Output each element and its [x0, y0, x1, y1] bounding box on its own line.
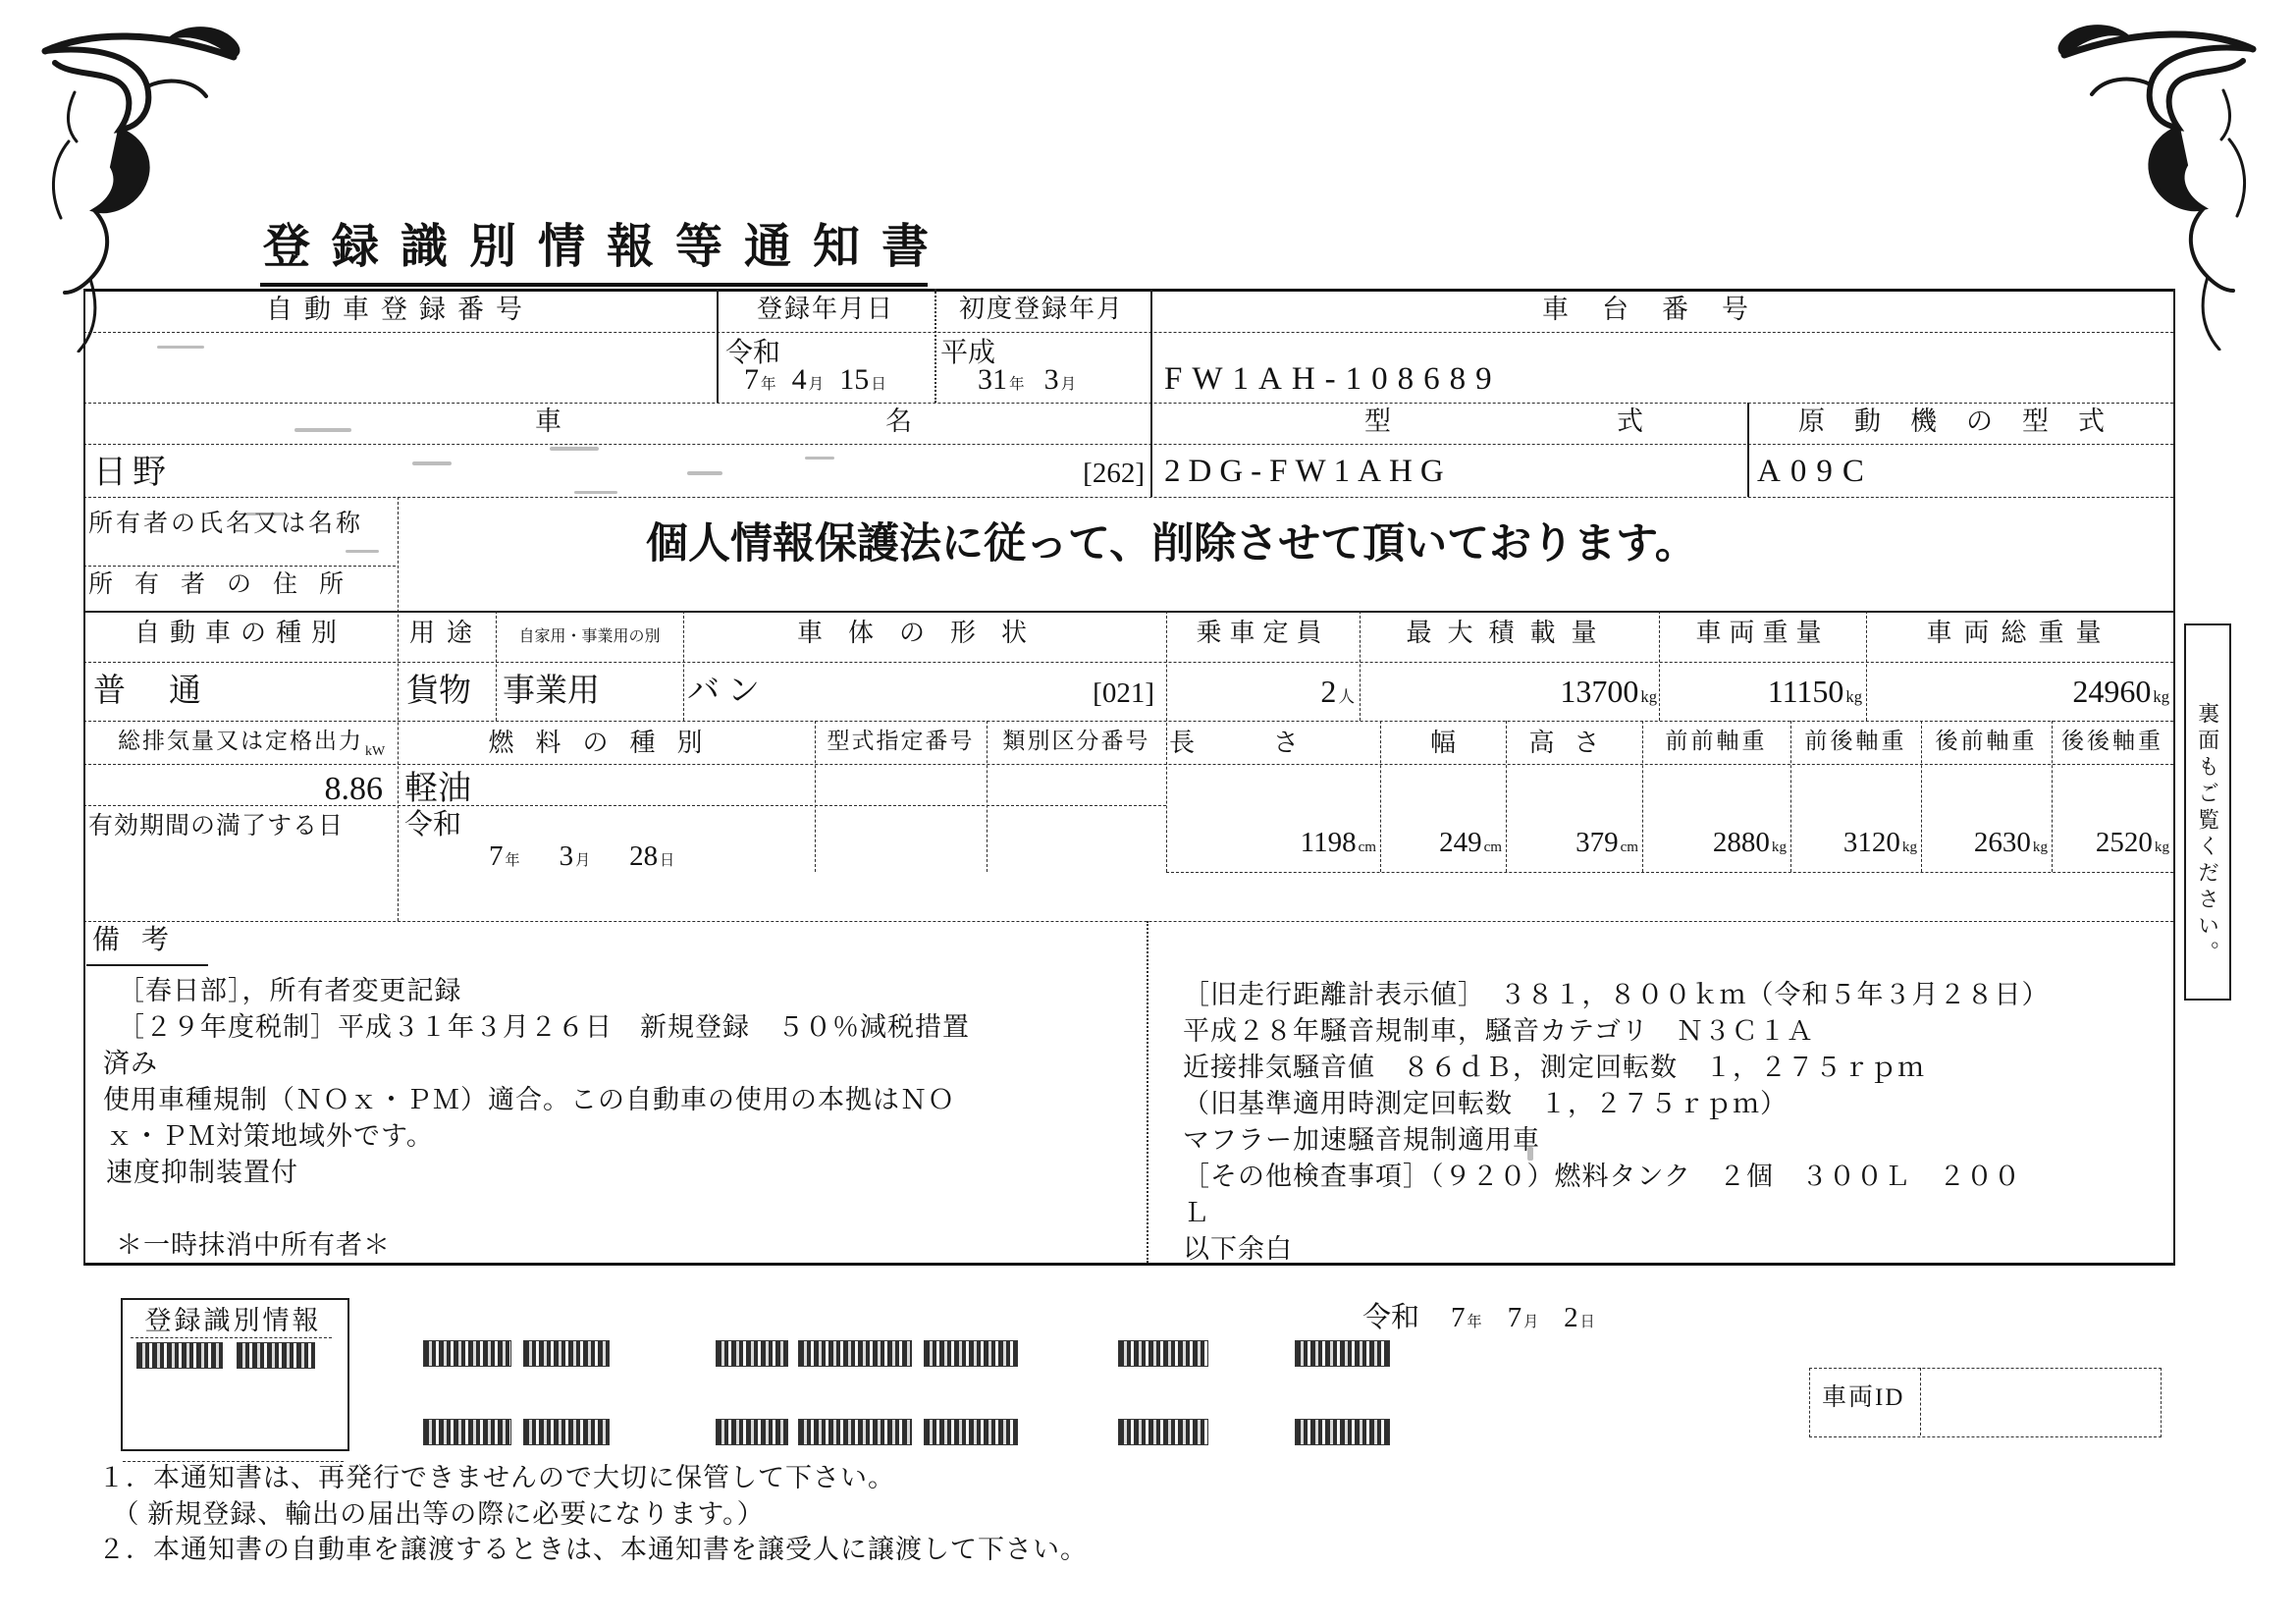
- table-line: [83, 921, 2173, 922]
- remarks-label: 備考: [92, 925, 191, 955]
- value-text: 1198: [1300, 827, 1357, 858]
- chassis-number-label: 車台番号: [1542, 295, 1782, 324]
- body-shape-label: 車体の形状: [796, 619, 1052, 647]
- value-text: 379: [1575, 827, 1619, 858]
- length-label: 長さ: [1168, 729, 1377, 757]
- vehicle-type-value: 普通: [93, 674, 244, 709]
- expiry-label: 有効期間の満了する日: [88, 813, 345, 839]
- scan-noise: [294, 428, 351, 432]
- value-text: 31: [978, 363, 1007, 396]
- unit-label: 月: [1060, 376, 1077, 393]
- car-name-code: [262]: [1083, 458, 1145, 489]
- vehicle-id-label: 車両ID: [1822, 1384, 1905, 1411]
- unit-label: 年: [1009, 376, 1025, 393]
- value-text: 7: [744, 363, 759, 396]
- axle-rear-rear-label: 後後軸重: [2061, 729, 2163, 753]
- redacted-code: [1296, 1420, 1389, 1444]
- expiry-era: 令和: [404, 809, 462, 840]
- scan-noise: [1527, 1147, 1533, 1161]
- registration-date-value: [744, 363, 886, 398]
- remarks-left-line: 速度抑制装置付: [106, 1158, 298, 1187]
- redacted-code: [925, 1341, 1017, 1366]
- value-text: 2: [1564, 1302, 1578, 1333]
- scan-noise: [157, 346, 204, 349]
- value-text: 15: [839, 363, 870, 396]
- issue-date-value: [1451, 1302, 1595, 1334]
- displacement-value: 8.86: [324, 771, 383, 807]
- registration-number-label: 自動車登録番号: [266, 295, 534, 324]
- maker-value: 日野: [93, 455, 172, 491]
- axle-rear-front-value: [1921, 827, 2048, 859]
- redacted-code: [524, 1341, 609, 1366]
- length-value: [1166, 827, 1376, 859]
- title-underline: [260, 283, 928, 287]
- height-value: [1506, 827, 1638, 859]
- footnote-line: （ 新規登録、輸出の届出等の際に必要になります。）: [98, 1499, 765, 1529]
- max-load-label: 最大積載量: [1406, 619, 1613, 647]
- unit-label: cm: [1358, 839, 1376, 855]
- back-side-note-box: [2184, 623, 2231, 1001]
- value-text: 28: [629, 840, 659, 872]
- page-title: 登録識別情報等通知書: [263, 221, 951, 273]
- table-border-left: [83, 289, 85, 1266]
- remarks-right-line: 平成２８年騒音規制車，騒音カテゴリ Ｎ３Ｃ１Ａ: [1183, 1016, 1814, 1046]
- axle-front-rear-value: [1790, 827, 1917, 859]
- owner-address-label: 所有者の住所: [88, 571, 366, 598]
- unit-label: kg: [1845, 687, 1862, 706]
- width-value: [1380, 827, 1502, 859]
- axle-front-rear-label: 前後軸重: [1804, 729, 1907, 753]
- value-text: 13700: [1560, 674, 1639, 709]
- unit-label: 日: [660, 853, 675, 869]
- remarks-left-line: ＊一時抹消中所有者＊: [116, 1230, 391, 1260]
- unit-label: kg: [1771, 839, 1787, 855]
- scan-noise: [574, 491, 617, 494]
- date-part: [1564, 1302, 1595, 1334]
- redacted-code: [424, 1420, 510, 1444]
- date-part: [1508, 1302, 1539, 1334]
- scan-noise: [687, 471, 722, 475]
- table-line: [1166, 872, 2173, 873]
- remarks-right-line: ［その他検査事項］（９２０）燃料タンク ２個 ３００Ｌ ２００: [1183, 1162, 2021, 1191]
- unit-label: 月: [808, 376, 825, 393]
- value-text: 11150: [1767, 674, 1844, 709]
- model-label: 型式: [1364, 406, 1869, 436]
- table-line: [83, 403, 2173, 404]
- first-registration-label: 初度登録年月: [958, 295, 1124, 323]
- unit-label: kg: [2154, 839, 2169, 855]
- value-text: 3: [559, 840, 574, 872]
- redacted-code: [717, 1341, 787, 1366]
- remarks-left-line: ［２９年度税制］平成３１年３月２６日 新規登録 ５０％減税措置: [118, 1012, 970, 1042]
- unit-label: 月: [1523, 1315, 1539, 1330]
- registration-id-label: 登録識別情報: [144, 1306, 322, 1335]
- fuel-type-label: 燃料の種別: [488, 729, 724, 757]
- unit-label: kg: [1901, 839, 1917, 855]
- redacted-code: [717, 1420, 787, 1444]
- height-label: 高さ: [1528, 729, 1620, 757]
- remarks-right-line: 近接排気騒音値 ８６ｄＢ，測定回転数 １，２７５ｒｐｍ: [1183, 1053, 1925, 1082]
- value-text: 2: [1320, 674, 1337, 709]
- remarks-right-line: （旧基準適用時測定回転数 １，２７５ｒｐｍ）: [1183, 1089, 1788, 1118]
- redacted-code: [799, 1341, 911, 1366]
- axle-rear-front-label: 後前軸重: [1935, 729, 2038, 753]
- scan-noise: [412, 461, 452, 465]
- scan-noise: [245, 513, 285, 515]
- unit-label: 年: [761, 376, 776, 393]
- table-line: [83, 289, 2173, 292]
- date-part: [629, 840, 674, 873]
- use-label: 用途: [408, 619, 484, 647]
- remarks-right-line: 以下余白: [1183, 1234, 1293, 1264]
- scan-noise: [805, 457, 834, 460]
- gross-weight-label: 車両総重量: [1926, 619, 2113, 647]
- fuel-type-value: 軽油: [404, 771, 471, 807]
- axle-front-front-value: [1642, 827, 1787, 859]
- vehicle-type-label: 自動車の種別: [133, 619, 347, 647]
- value-text: 7: [489, 840, 504, 872]
- redacted-code: [424, 1341, 510, 1366]
- table-line: [398, 497, 399, 921]
- footnote-line: １．本通知書は、再発行できませんので大切に保管して下さい。: [98, 1463, 895, 1492]
- table-line: [123, 1461, 344, 1462]
- body-shape-code: [021]: [1093, 677, 1154, 709]
- value-text: 24960: [2072, 674, 2152, 709]
- max-load-value: [1360, 674, 1657, 710]
- displacement-unit: kW: [365, 744, 386, 759]
- unit-label: 年: [505, 853, 520, 869]
- table-line: [83, 1263, 2173, 1266]
- remarks-left-line: ｘ・ＰＭ対策地域外です。: [106, 1121, 434, 1151]
- redacted-code: [1119, 1420, 1207, 1444]
- unit-label: 月: [575, 853, 591, 869]
- redacted-code: [1296, 1341, 1389, 1366]
- engine-model-value: A09C: [1757, 454, 1874, 489]
- date-part: [744, 363, 776, 398]
- table-line: [496, 611, 497, 721]
- value-text: 2630: [1973, 827, 2031, 858]
- value-text: 4: [791, 363, 807, 396]
- scan-noise: [346, 550, 379, 553]
- registration-date-era: 令和: [725, 338, 781, 368]
- displacement-label: 総排気量又は定格出力: [118, 729, 363, 753]
- date-part: [792, 363, 825, 398]
- engine-model-label: 原動機の型式: [1798, 406, 2134, 436]
- unit-label: kg: [2032, 839, 2048, 855]
- date-part: [978, 363, 1025, 398]
- unit-label: 日: [1579, 1315, 1595, 1330]
- vehicle-weight-label: 車両重量: [1695, 619, 1830, 647]
- remarks-column-divider: [1147, 921, 1148, 1263]
- model-value: 2DG-FW1AHG: [1164, 454, 1452, 489]
- date-part: [1044, 363, 1077, 398]
- redacted-code: [799, 1420, 911, 1444]
- private-business-value: 事業用: [503, 674, 600, 709]
- table-border-right: [2173, 289, 2175, 1266]
- unit-label: kg: [2153, 687, 2169, 706]
- chassis-number-value: FW1AH-108689: [1164, 361, 1502, 397]
- first-registration-era: 平成: [940, 338, 996, 368]
- table-line: [83, 444, 2173, 445]
- registration-date-label: 登録年月日: [756, 295, 894, 323]
- body-shape-value: バン: [687, 674, 768, 709]
- gross-weight-value: [1866, 674, 2169, 710]
- unit-label: cm: [1620, 839, 1638, 855]
- type-designation-label: 型式指定番号: [827, 729, 975, 753]
- vehicle-id-field: [1921, 1369, 2159, 1435]
- value-text: 2880: [1712, 827, 1770, 858]
- use-value: 貨物: [406, 674, 471, 709]
- unit-label: kg: [1640, 687, 1657, 706]
- date-part: [1451, 1302, 1482, 1334]
- table-line: [83, 332, 2173, 333]
- value-text: 3120: [1842, 827, 1900, 858]
- value-text: 7: [1507, 1302, 1522, 1333]
- back-side-note: 裏面もご覧ください。: [2195, 702, 2220, 967]
- remarks-label-underline: [86, 964, 208, 966]
- category-number-label: 類別区分番号: [1002, 729, 1150, 753]
- redacted-code: [1119, 1341, 1207, 1366]
- value-text: 7: [1451, 1302, 1466, 1333]
- issue-date-era: 令和: [1362, 1302, 1420, 1333]
- axle-rear-rear-value: [2052, 827, 2169, 859]
- date-part: [560, 840, 591, 873]
- capacity-value: [1166, 674, 1355, 710]
- remarks-right-line: ［旧走行距離計表示値］ ３８１，８００ｋｍ（令和５年３月２８日）: [1183, 980, 2050, 1009]
- axle-front-front-label: 前前軸重: [1665, 729, 1768, 753]
- redacted-code: [238, 1343, 314, 1368]
- registration-id-underline: [131, 1337, 332, 1338]
- remarks-left-line: ［春日部］，所有者変更記録: [118, 976, 462, 1005]
- vehicle-weight-value: [1659, 674, 1862, 710]
- table-line: [83, 566, 396, 567]
- scan-noise: [550, 447, 599, 451]
- value-text: 2520: [2095, 827, 2153, 858]
- unit-label: 年: [1467, 1315, 1482, 1330]
- date-part: [489, 840, 520, 873]
- privacy-redaction-notice: 個人情報保護法に従って、削除させて頂いております。: [646, 520, 1697, 568]
- value-text: 3: [1043, 363, 1059, 396]
- date-part: [839, 363, 886, 398]
- unit-label: 人: [1338, 687, 1355, 706]
- unit-label: 日: [871, 376, 886, 393]
- expiry-date-value: [489, 840, 674, 873]
- unit-label: cm: [1483, 839, 1502, 855]
- redacted-code: [524, 1420, 609, 1444]
- width-label: 幅: [1429, 729, 1456, 757]
- owner-name-label: 所有者の氏名又は名称: [88, 511, 364, 537]
- remarks-left-line: 使用車種規制（ＮＯｘ・ＰＭ）適合。この自動車の使用の本拠はＮＯ: [103, 1085, 955, 1114]
- remarks-right-line: Ｌ: [1183, 1198, 1210, 1227]
- redacted-code: [137, 1343, 222, 1368]
- footnote-line: ２．本通知書の自動車を譲渡するときは、本通知書を譲受人に譲渡して下さい。: [98, 1535, 1088, 1564]
- private-business-label: 自家用・事業用の別: [518, 628, 661, 645]
- car-name-label: 車名: [535, 406, 1236, 436]
- value-text: 249: [1439, 827, 1482, 858]
- redacted-code: [925, 1420, 1017, 1444]
- remarks-left-line: 済み: [103, 1049, 158, 1078]
- remarks-right-line: マフラー加速騒音規制適用車: [1183, 1125, 1540, 1155]
- first-registration-value: [978, 363, 1076, 398]
- capacity-label: 乗車定員: [1196, 619, 1330, 647]
